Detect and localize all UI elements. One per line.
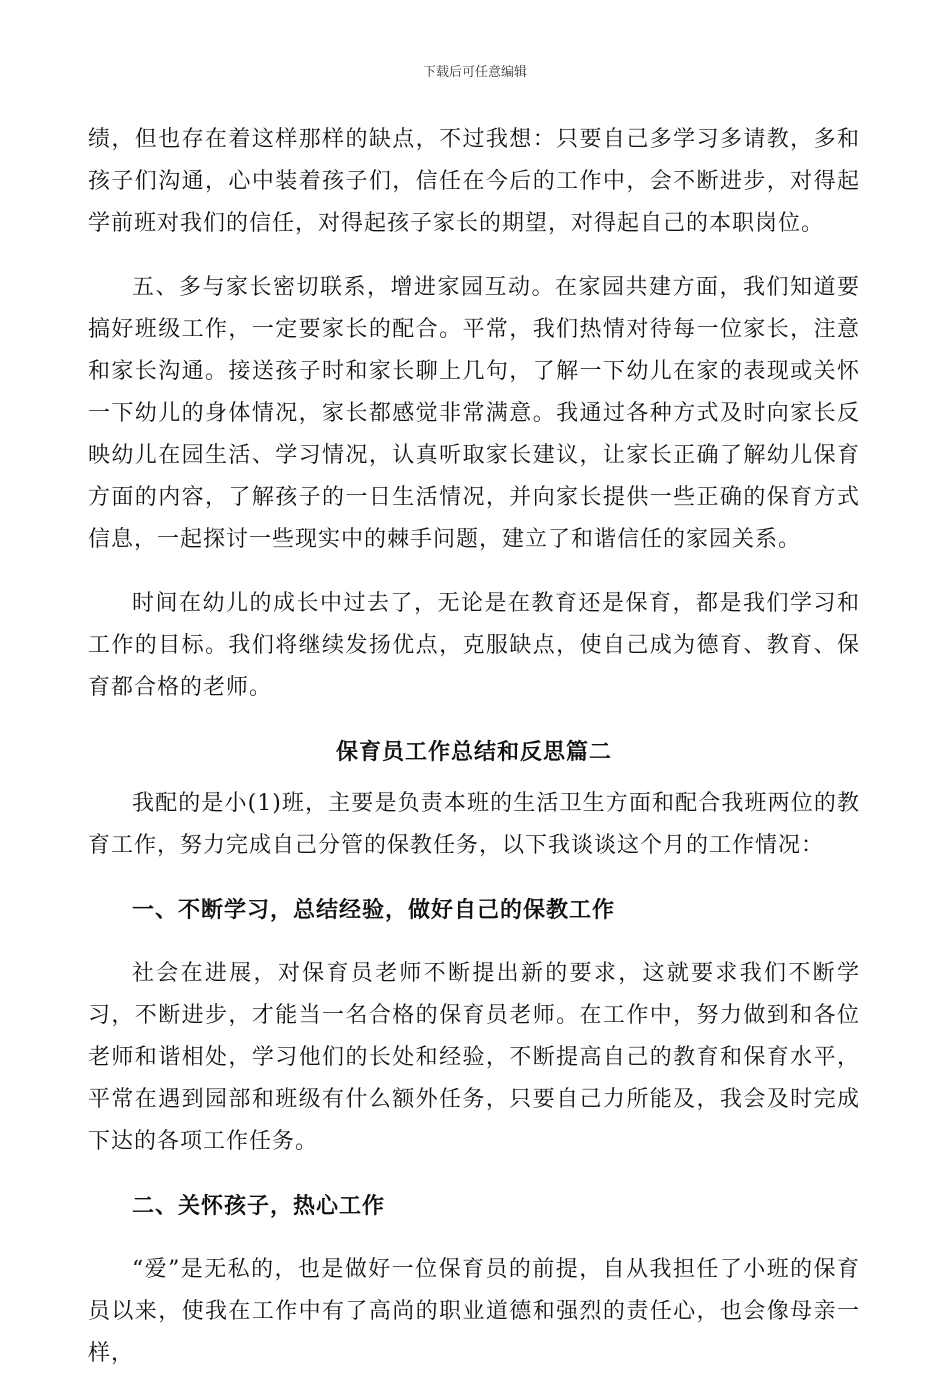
paragraph-parent-contact: 五、多与家长密切联系，增进家园互动。在家园共建方面，我们知道要搞好班级工作，一定要家长的配合。平常，我们热情对待每一位家长，注意和家长沟通。接送孩子时和家长聊上几句，了解一下幼儿在家的表现或关怀一下幼儿的身体情况，家长都感觉非常满意。我通过各种方式及时向家长反映幼儿在园生活、学习情况，认真听取家长建议，让家长正确了解幼儿保育方面的内容，了解孩子的一日生活情况，并向家长提供一些正确的保育方式信息，一起探讨一些现实中的棘手问题，建立了和谐信任的家园关系。 <box>88 275 860 552</box>
paragraph-learning: 社会在进展，对保育员老师不断提出新的要求，这就要求我们不断学习，不断进步，才能当一名合格的保育员老师。在工作中，努力做到和各位老师和谐相处，学习他们的长处和经验，不断提高自己的教育和保育水平，平常在遇到园部和班级有什么额外任务，只要自己力所能及，我会及时完成下达的各项工作任务。 <box>88 961 860 1154</box>
paragraph-continuation: 绩，但也存在着这样那样的缺点，不过我想：只要自己多学习多请教，多和孩子们沟通，心中装着孩子们，信任在今后的工作中，会不断进步，对得起学前班对我们的信任，对得起孩子家长的期望，对得起自己的本职岗位。 <box>88 127 860 236</box>
paragraph-conclusion: 时间在幼儿的成长中过去了，无论是在教育还是保育，都是我们学习和工作的目标。我们将继续发扬优点，克服缺点，使自己成为德育、教育、保育都合格的老师。 <box>88 591 860 700</box>
paragraph-care: “爱”是无私的，也是做好一位保育员的前提，自从我担任了小班的保育员以来，使我在工作中有了高尚的职业道德和强烈的责任心，也会像母亲一样， <box>88 1257 860 1366</box>
subheading-learning: 一、不断学习，总结经验，做好自己的保教工作 <box>132 897 616 923</box>
subheading-care: 二、关怀孩子，热心工作 <box>132 1193 386 1219</box>
paragraph-intro: 我配的是小(1)班，主要是负责本班的生活卫生方面和配合我班两位的教育工作，努力完成自己分管的保教任务，以下我谈谈这个月的工作情况： <box>88 791 860 858</box>
page-header-note: 下载后可任意编辑 <box>422 65 527 80</box>
document-body <box>88 119 860 1397</box>
section-title: 保育员工作总结和反思篇二 <box>335 739 612 765</box>
